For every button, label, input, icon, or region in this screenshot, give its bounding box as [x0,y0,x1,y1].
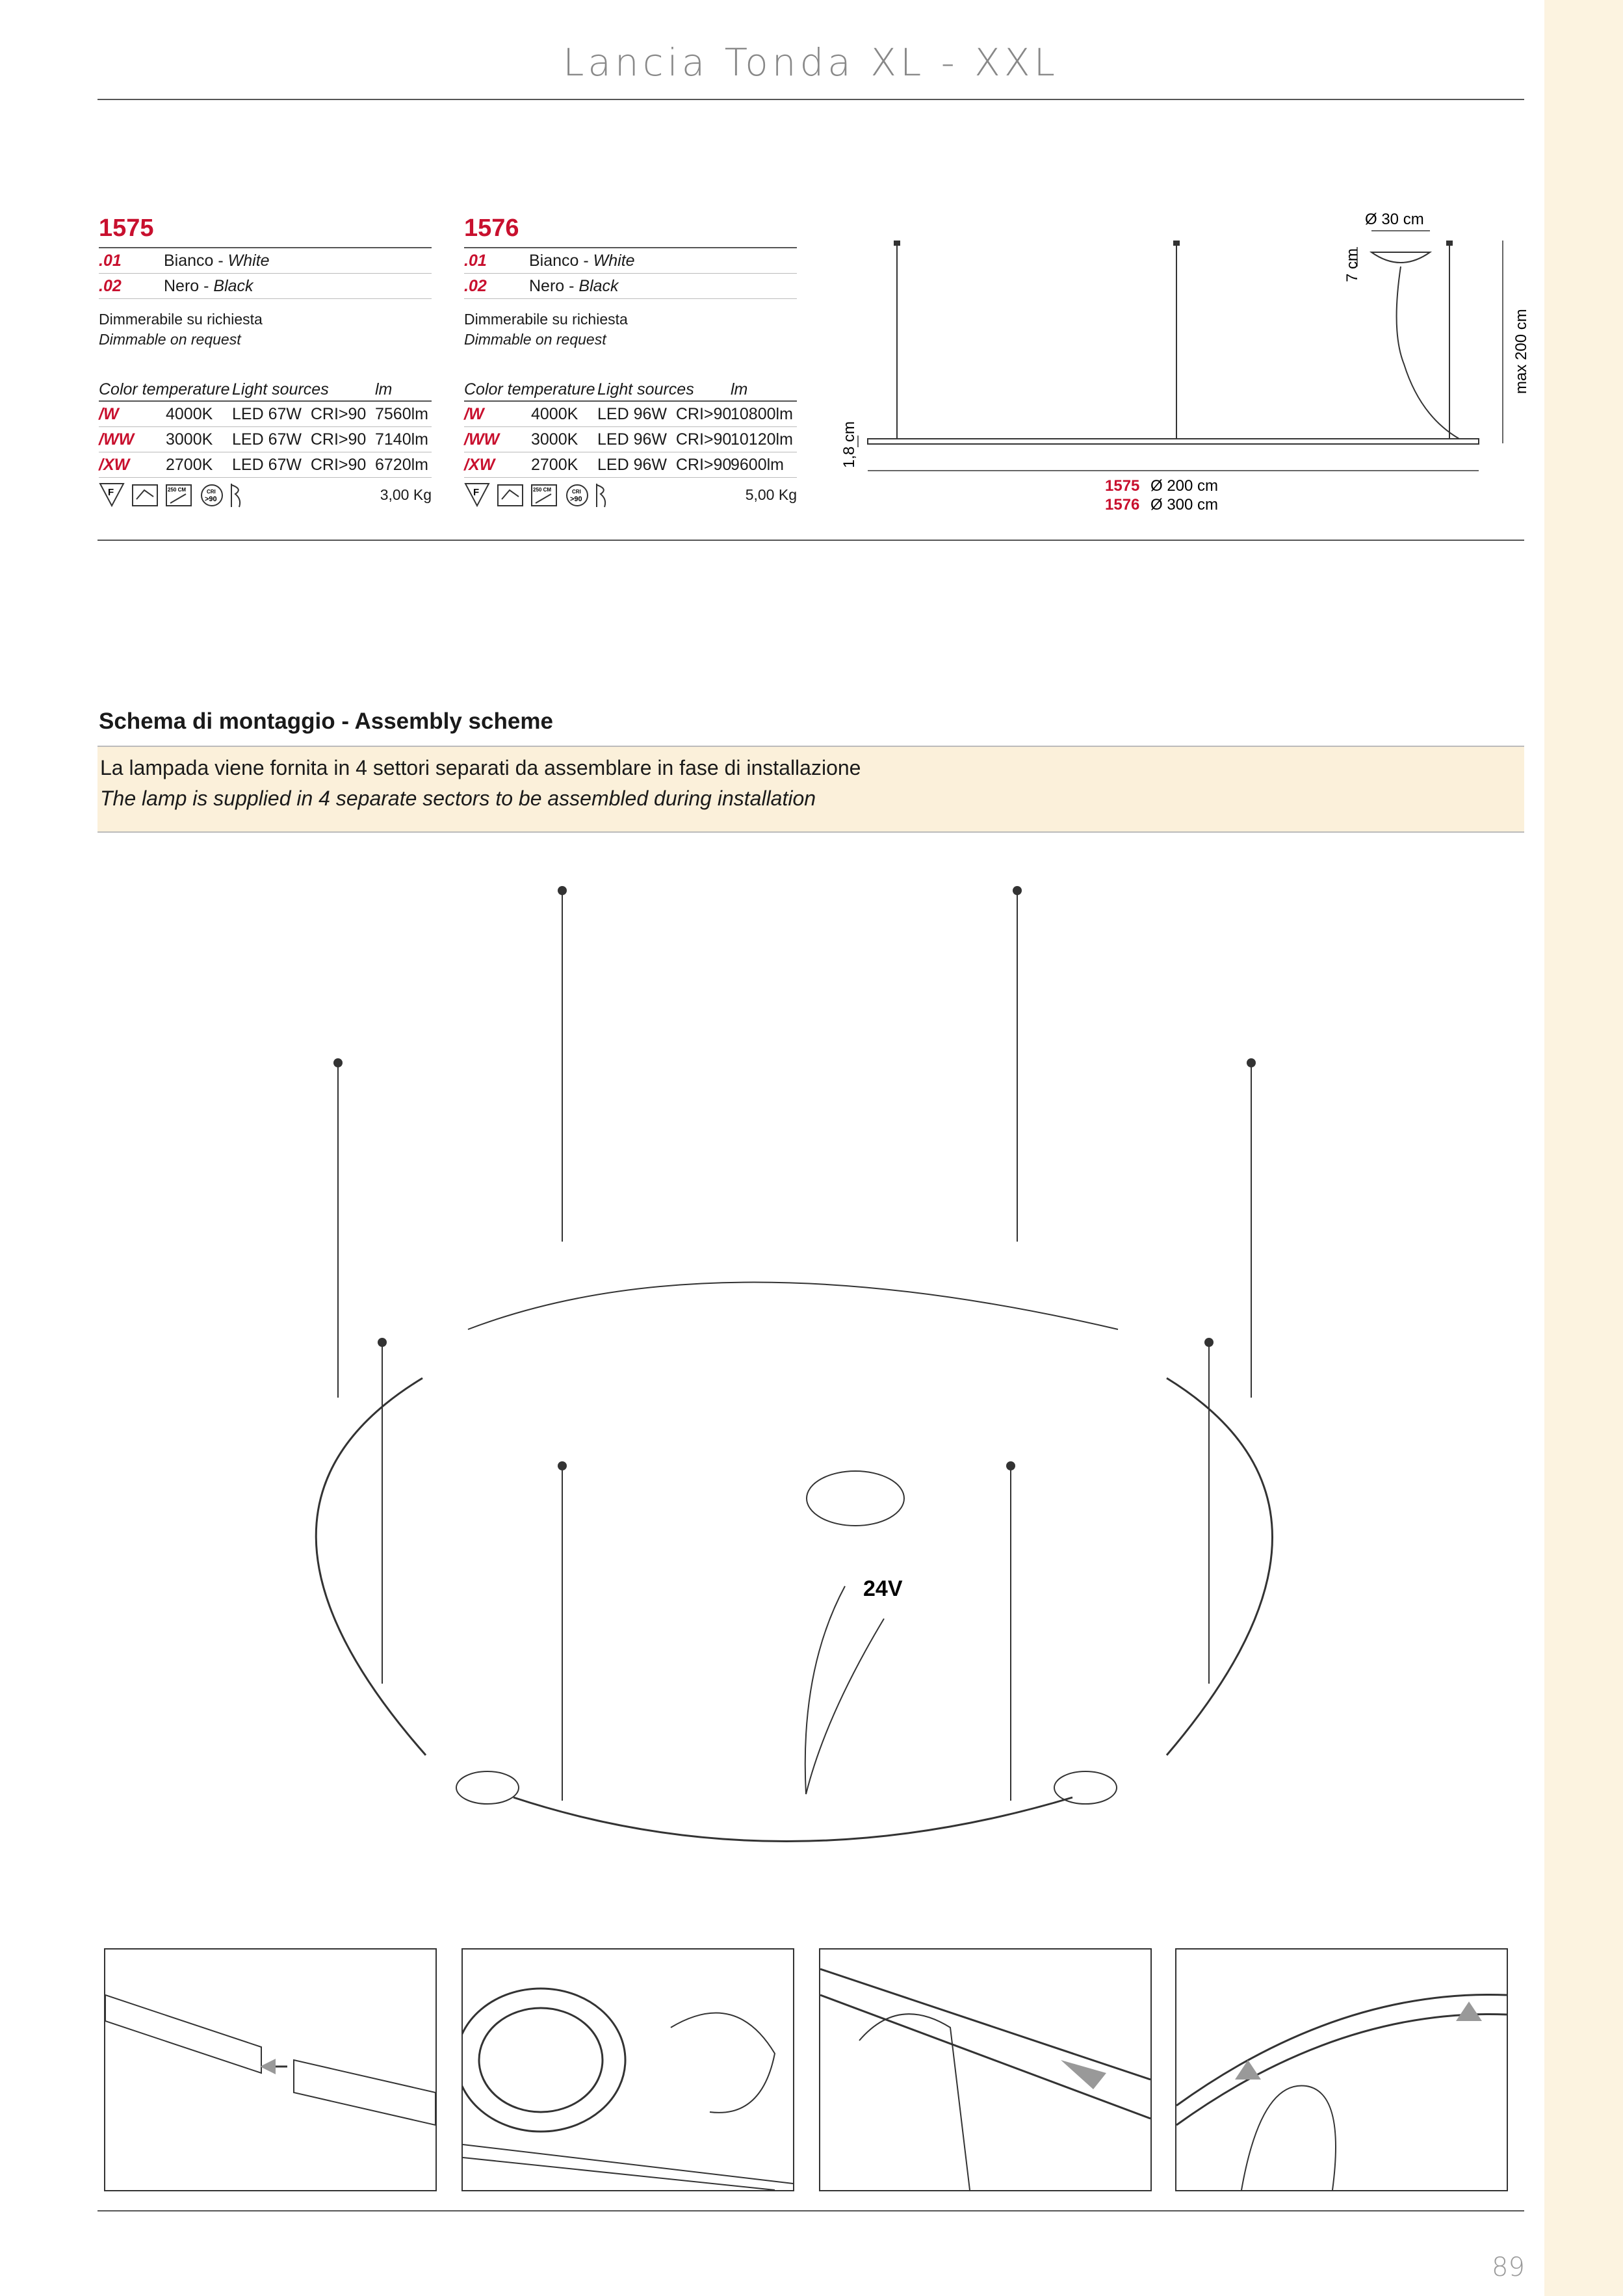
power-cable [805,1586,884,1794]
dimmable-note: Dimmerabile su richiesta Dimmable on request [464,311,628,348]
svg-text:F: F [108,487,114,498]
ring-sector-right [1167,1378,1273,1755]
voltage-label: 24V [863,1576,903,1601]
product-code: 1575 [99,215,432,248]
spec-row: /XW 2700K LED 67W CRI>90 6720lm [99,452,432,478]
hand-icon [859,2014,970,2190]
max-height-label: max 200 cm [1513,309,1530,394]
assembly-drawing [260,871,1332,1911]
finish-row: .02 Nero - Black [99,274,432,299]
dimmable-note: Dimmerabile su richiesta Dimmable on request [99,311,263,348]
ring-sector-left [316,1378,426,1755]
weight: 5,00 Kg [745,486,797,503]
product-1575 [99,215,432,512]
section-rule [97,540,1524,541]
canopy-shape [1371,252,1430,263]
assembly-step-4 [1175,1948,1508,2191]
dimension-drawing [819,202,1540,527]
finish-row: .01 Bianco - White [464,248,797,274]
canopy-diameter-label: Ø 30 cm [1365,211,1424,228]
page-side-band [1544,0,1623,2296]
spec-row: /W 4000K LED 96W CRI>90 10800lm [464,402,797,427]
assembly-note: La lampada viene fornita in 4 settori separati da assemblare in fase di installazione The lamp is supplied in 4 separate sectors to be assembled during installation [97,746,1524,833]
strip-press-illustration [820,1950,1150,2190]
assembly-step-1 [104,1948,437,2191]
page-title: Lancia Tonda XL - XXL [563,40,1059,85]
profile-height-label: 1,8 cm [840,421,858,468]
product-1576 [464,215,797,512]
svg-text:250 CM: 250 CM [168,487,187,493]
connector-insert-illustration [105,1950,435,2190]
weight: 3,00 Kg [380,486,432,503]
svg-text:F: F [473,487,480,498]
svg-text:CRI: CRI [572,489,581,495]
led-strip-illustration [463,1950,793,2190]
assembly-title: Schema di montaggio - Assembly scheme [99,709,553,734]
spec-table-header: Color temperature Light sources lm [464,377,797,402]
finish-row: .02 Nero - Black [464,274,797,299]
assembly-step-2 [461,1948,794,2191]
assembly-step-3 [819,1948,1152,2191]
header-rule [97,99,1524,100]
footer-rule [97,2210,1524,2211]
ring-sector-bottom [513,1797,1072,1842]
certification-icon-strip [99,480,261,510]
svg-text:>90: >90 [570,495,582,503]
page-number: 89 [1492,2252,1525,2282]
spec-row: /WW 3000K LED 96W CRI>90 10120lm [464,427,797,452]
finish-row: .01 Bianco - White [99,248,432,274]
product-code: 1576 [464,215,797,248]
ring-profile [868,439,1479,444]
spec-row: /WW 3000K LED 67W CRI>90 7140lm [99,427,432,452]
svg-text:CRI: CRI [207,489,216,495]
canopy-height-label: 7 cm [1344,248,1361,282]
diameter-code-1: 1575 [1105,477,1140,495]
certification-icon-strip [464,480,627,510]
svg-text:250 CM: 250 CM [533,487,552,493]
spec-table-header: Color temperature Light sources lm [99,377,432,402]
diameter-code-2: 1576 [1105,496,1140,514]
hand-icon [1241,2085,1336,2190]
certification-icons [99,478,432,512]
certification-icons [464,478,797,512]
ring-close-illustration [1176,1950,1507,2190]
diameter-value-2: Ø 300 cm [1150,496,1219,514]
spec-row: /W 4000K LED 67W CRI>90 7560lm [99,402,432,427]
spec-row: /XW 2700K LED 96W CRI>90 9600lm [464,452,797,478]
ring-sector-top [468,1283,1118,1330]
diameter-value-1: Ø 200 cm [1150,477,1219,495]
svg-text:>90: >90 [205,495,217,503]
hand-icon [671,2013,775,2113]
